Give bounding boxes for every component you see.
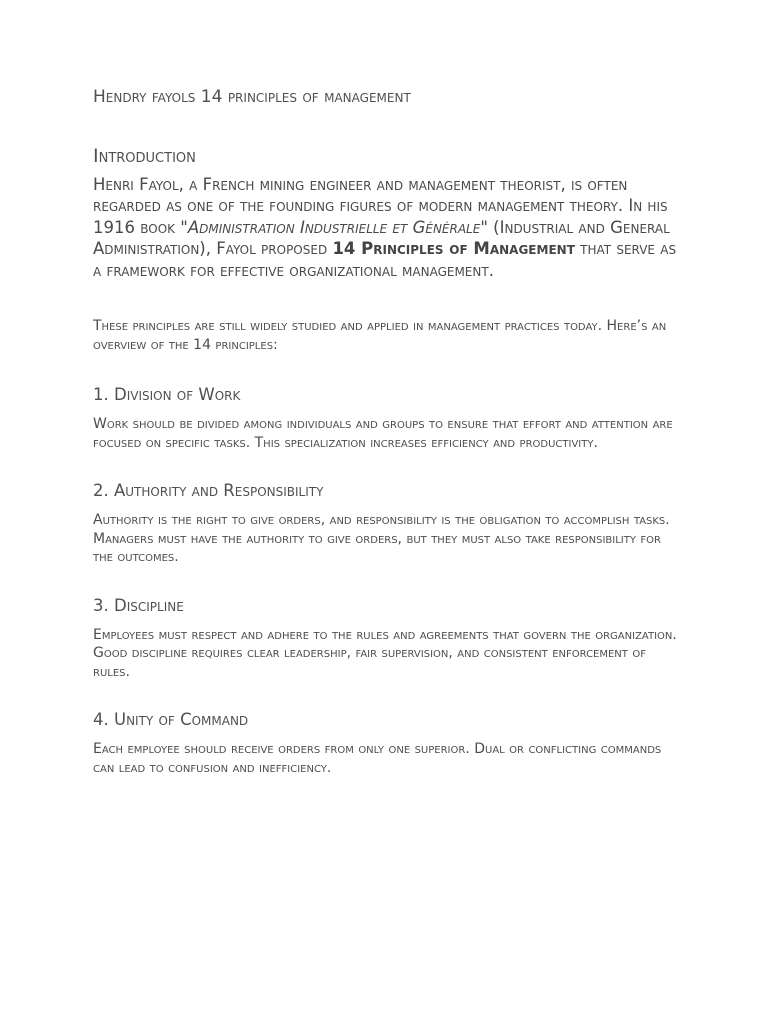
principle-heading: 1. Division of Work	[93, 385, 241, 405]
principle-section-3	[93, 595, 683, 682]
overview-paragraph: These principles are still widely studied and applied in management practices today. Here’s an overview of the 14 principles:	[93, 318, 667, 353]
principle-heading: 2. Authority and Responsibility	[93, 481, 324, 501]
principle-section-2	[93, 480, 683, 567]
principle-body: Employees must respect and adhere to the rules and agreements that govern the organization. Good discipline requires clear leadership, fair supervision, and consistent enforcement of rules.	[93, 626, 677, 680]
principle-section-1	[93, 384, 683, 452]
principle-heading: 3. Discipline	[93, 595, 184, 615]
intro-text-part1: Henri Fayol, a French mining engineer and management theorist, is often regarded as one of the founding figures of modern management theory. In his 1916 book "	[93, 175, 668, 237]
intro-text-part3: that serve as a framework for effective organizational management.	[93, 239, 677, 280]
intro-heading: Introduction	[93, 145, 196, 167]
document-title: Hendry fayols 14 principles of management	[93, 87, 411, 107]
intro-paragraph	[93, 174, 683, 281]
principle-body: Each employee should receive orders from only one superior. Dual or conflicting commands can lead to confusion and inefficiency.	[93, 741, 662, 776]
intro-text-part2: " (Industrial and General Administration), Fayol proposed	[93, 217, 670, 259]
intro-bold-principles: 14 Principles of Management	[332, 239, 575, 259]
principle-body: Work should be divided among individuals and groups to ensure that effort and attention are focused on specific tasks. This specialization increases efficiency and productivity.	[93, 416, 673, 451]
principle-section-4	[93, 709, 683, 777]
principle-body: Authority is the right to give orders, and responsibility is the obligation to accomplish tasks. Managers must have the authority to give orders, but they must also take responsibility for the outcomes.	[93, 512, 670, 566]
intro-book-title: Administration Industrielle et Générale	[187, 217, 481, 237]
document-page	[93, 86, 683, 777]
principle-heading: 4. Unity of Command	[93, 710, 249, 730]
